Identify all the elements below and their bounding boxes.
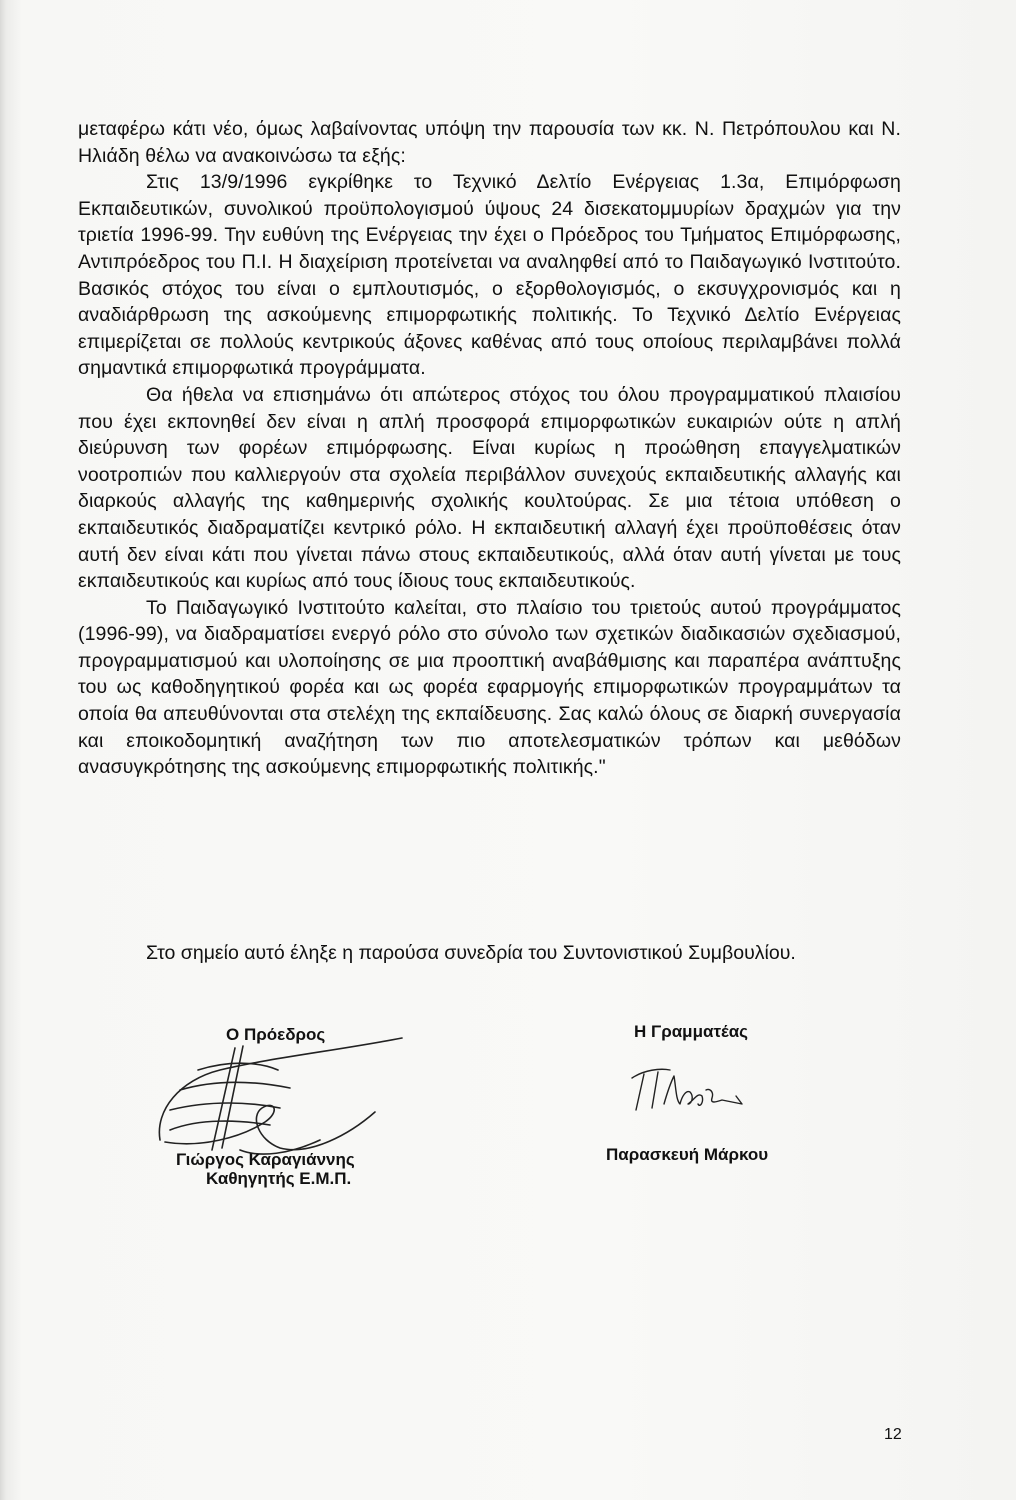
secretary-name: Παρασκευή Μάρκου <box>606 1145 769 1164</box>
paragraph-3: Θα ήθελα να επισημάνω ότι απώτερος στόχος του όλου προγραμματικού πλαισίου που έχει εκπονηθεί δεν είναι η απλή προσφορά επιμορφωτικών ευκαιριών ούτε η απλή διεύρυνση των φορέων επιμόρφωσης. Είναι κυρίως η προώθηση επαγγελματικών νοοτροπιών που καλλιεργούν στα σχολεία περιβάλλον συνεχούς εκπαιδευτικής αλλαγής και διαρκούς αλλαγής της καθημερινής σχολικής κουλτούρας. Σε μια τέτοια υπόθεση ο εκπαιδευτικός διαδραματίζει κεντρικό ρόλο. Η εκπαιδευτική αλλαγή έχει προϋποθέσεις όταν αυτή δεν είναι κάτι που γίνεται πάνω στους εκπαιδευτικούς, αλλά όταν αυτή γίνεται με τους εκπαιδευτικούς και κυρίως από τους ίδιους τους εκπαιδευτικούς. <box>78 383 901 593</box>
paragraph-2: Στις 13/9/1996 εγκρίθηκε το Τεχνικό Δελτίο Ενέργειας 1.3α, Επιμόρφωση Εκπαιδευτικών, συνολικού προϋπολογισμού ύψους 24 δισεκατομμυρίων δραχμών για την τριετία 1996-99. Την ευθύνη της Ενέργειας την έχει ο Πρόεδρος του Τμήματος Επιμόρφωσης, Αντιπρόεδρος του Π.Ι. Η διαχείριση προτείνεται να αναληφθεί από το Παιδαγωγικό Ινστιτούτο. Βασικός στόχος του είναι ο εμπλουτισμός, ο εξορθολογισμός, ο εκσυγχρονισμός και η αναδιάρθρωση της ασκούμενης επιμορφωτικής πολιτικής. Το Τεχνικό Δελτίο Ενέργειας επιμερίζεται σε πολλούς κεντρικούς άξονες καθένας από τους οποίους περιλαμβάνει πολλά σημαντικά επιμορφωτικά προγράμματα. <box>78 171 901 380</box>
closing-statement: Στο σημείο αυτό έληξε η παρούσα συνεδρία του Συντονιστικού Συμβουλίου. <box>146 942 796 964</box>
president-name: Γιώργος Καραγιάννης <box>176 1150 355 1169</box>
body-text <box>78 116 901 781</box>
president-title: Ο Πρόεδρος <box>226 1025 326 1044</box>
secretary-title: Η Γραμματέας <box>634 1022 748 1041</box>
president-role: Καθηγητής Ε.Μ.Π. <box>206 1169 352 1188</box>
secretary-signature <box>624 1060 764 1130</box>
paragraph-4: Το Παιδαγωγικό Ινστιτούτο καλείται, στο πλαίσιο του τριετούς αυτού προγράμματος (1996-99), να διαδραματίσει ενεργό ρόλο στο σύνολο των σχετικών διαδικασιών σχεδιασμού, προγραμματισμού και υλοποίησης σε μια προοπτική αναβάθμισης και παραπέρα ανάπτυξης του ως καθοδηγητικού φορέα και ως φορέα εφαρμογής επιμορφωτικών προγραμμάτων τα οποία θα απευθύνονται στα στελέχη της εκπαίδευσης. Σας καλώ όλους σε διαρκή συνεργασία και εποικοδομητική αναζήτηση των πιο αποτελεσματικών τρόπων και μεθόδων ανασυγκρότησης της ασκούμενης επιμορφωτικής πολιτικής." <box>78 596 901 779</box>
page-number: 12 <box>884 1426 902 1443</box>
paragraph-1: μεταφέρω κάτι νέο, όμως λαβαίνοντας υπόψη την παρουσία των κκ. Ν. Πετρόπουλου και Ν. Ηλιάδη θέλω να ανακοινώσω τα εξής: <box>78 118 901 167</box>
